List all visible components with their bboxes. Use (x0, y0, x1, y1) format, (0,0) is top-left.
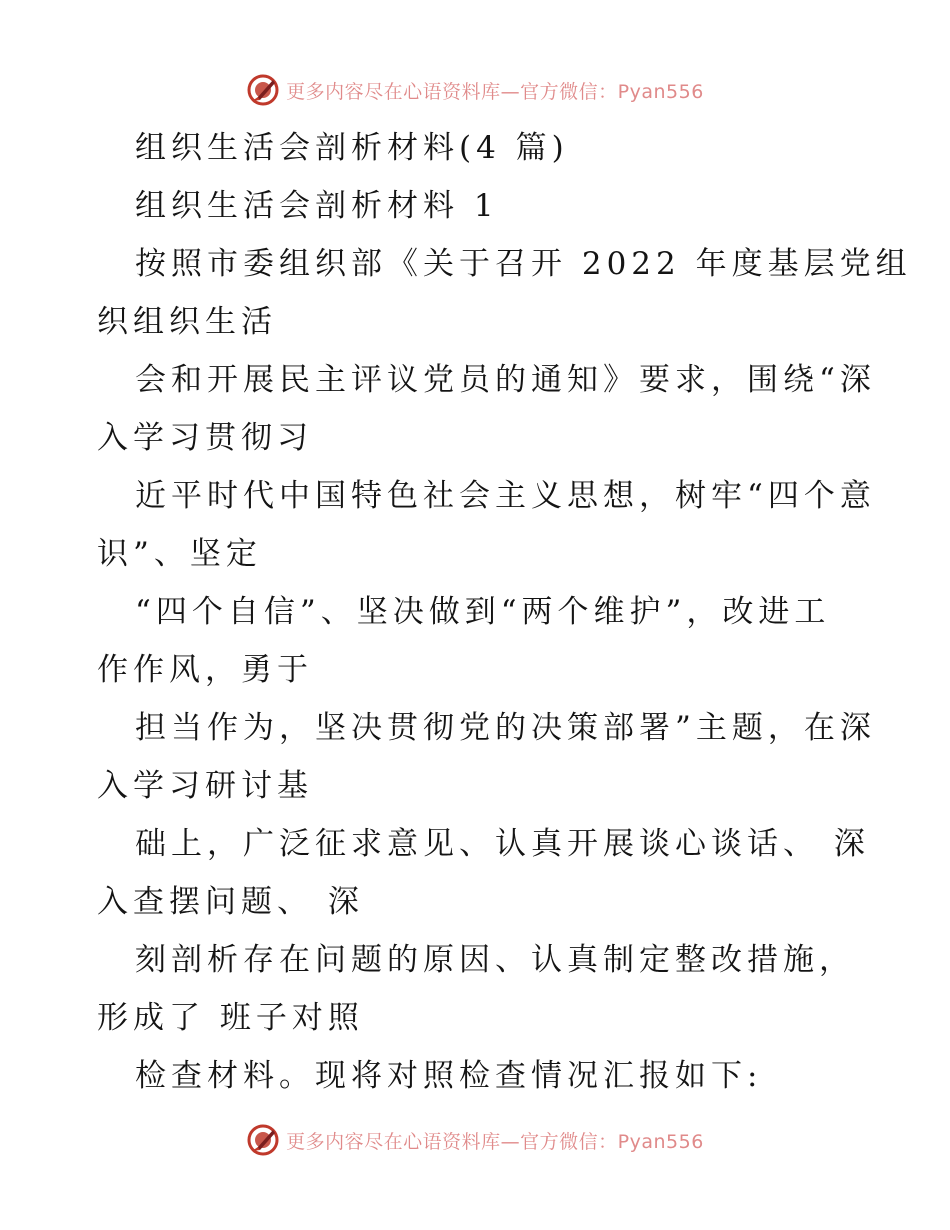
document-title: 组织生活会剖析材料(4 篇) (135, 130, 569, 166)
watermark-text: 更多内容尽在心语资料库—官方微信：Pyan556 (286, 80, 704, 103)
paragraph-line: “四个自信”、坚决做到“两个维护”，改进工 (135, 594, 831, 630)
paragraph-line: 识”、坚定 (97, 536, 262, 572)
paragraph-line: 入学习贯彻习 (97, 420, 313, 456)
pen-nib-circle-icon (246, 1123, 280, 1157)
pen-nib-circle-icon (246, 73, 280, 107)
paragraph-line: 形成了 班子对照 (97, 1000, 364, 1036)
paragraph-line: 按照市委组织部《关于召开 2022 年度基层党组 (135, 246, 912, 282)
watermark-text: 更多内容尽在心语资料库—官方微信：Pyan556 (286, 1130, 704, 1153)
document-subtitle: 组织生活会剖析材料 1 (135, 188, 499, 224)
paragraph-line: 担当作为，坚决贯彻党的决策部署”主题，在深 (135, 710, 876, 746)
paragraph-line: 近平时代中国特色社会主义思想，树牢“四个意 (135, 478, 876, 514)
header-watermark (0, 70, 950, 110)
paragraph-line: 织组织生活 (97, 304, 277, 340)
paragraph-line: 会和开展民主评议党员的通知》要求，围绕“深 (135, 362, 876, 398)
paragraph-line: 入学习研讨基 (97, 768, 313, 804)
paragraph-line: 检查材料。现将对照检查情况汇报如下: (135, 1058, 763, 1094)
paragraph-line: 础上，广泛征求意见、认真开展谈心谈话、 深 (135, 826, 870, 862)
paragraph-line: 刻剖析存在问题的原因、认真制定整改措施， (135, 942, 855, 978)
footer-watermark (0, 1120, 950, 1160)
paragraph-line: 作作风，勇于 (97, 652, 313, 688)
paragraph-line: 入查摆问题、 深 (97, 884, 364, 920)
